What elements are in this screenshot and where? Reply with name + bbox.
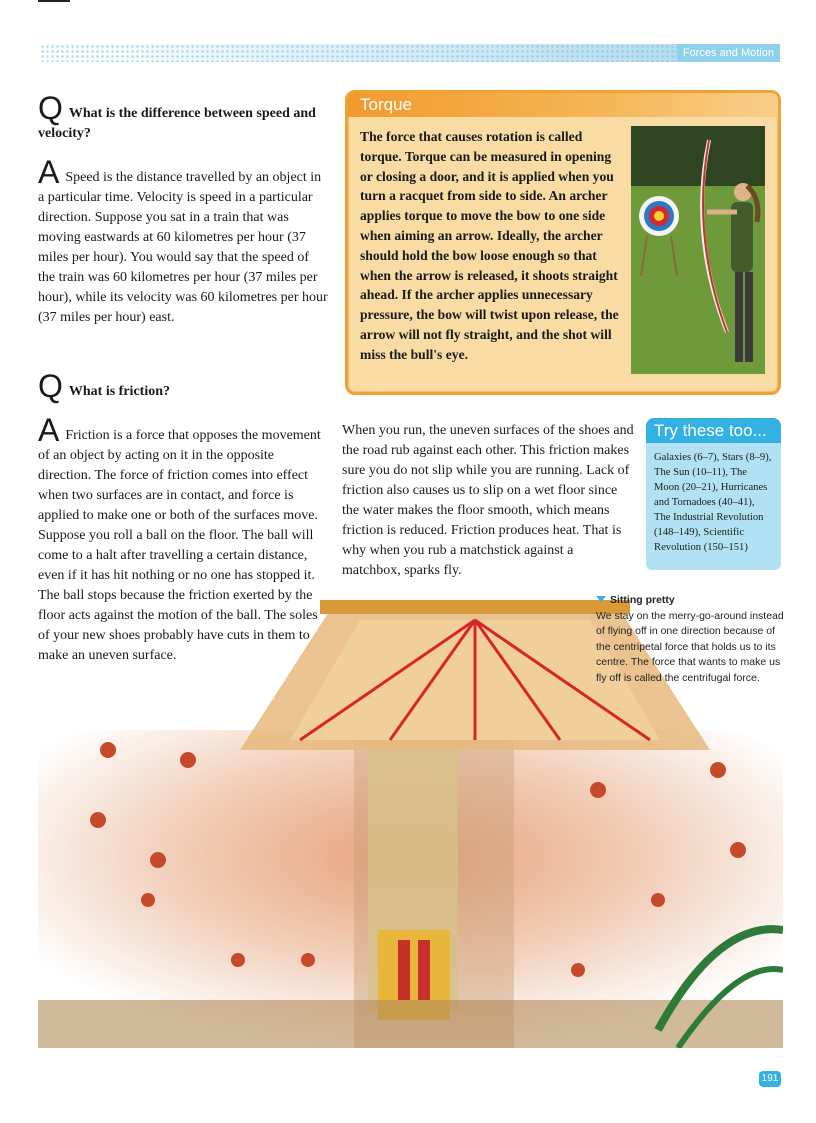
archer-illustration [631, 126, 765, 374]
question-block [38, 90, 328, 144]
carousel-illustration [38, 730, 783, 1048]
caption-title: Sitting pretty [610, 594, 675, 606]
caption-text: We stay on the merry-go-around instead of flying off in one direction because of the centripetal force that holds us to its centre. The force that wants to make us fly off is called the centrifugal force. [596, 609, 784, 684]
answer-text: Speed is the distance travelled by an object in a particular time. Velocity is speed in a particular direction. Suppose you sat in a train that was moving eastwards at 60 kilometres per hour (37 miles per hour). You would say that the speed of the train was 60 kilometres per hour (37 miles per hour), while its velocity was 60 kilometres per hour (37 miles per hour) east. [38, 170, 328, 325]
q-letter: Q [38, 90, 63, 126]
answer-block [38, 154, 328, 328]
friction-continuation: When you run, the uneven surfaces of the shoes and the road rub against each other. This friction makes sure you do not slip while you are running. Lack of friction also causes us to slip on a wet floor since the water makes the floor smooth, which means friction is reduced. Friction produces heat. That is why when you rub a matchstick against a matchbox, sparks fly. [342, 423, 634, 578]
page-number: 191 [759, 1071, 781, 1087]
question-text: What is the difference between speed and velocity? [38, 106, 316, 141]
corner-rule [38, 0, 70, 2]
question-block [38, 368, 328, 404]
try-these-text: Galaxies (6–7), Stars (8–9), The Sun (10–11), The Moon (20–21), Hurricanes and Tornadoes (40–41), The Industrial Revolution (148–149), Scientific Revolution (150–151) [654, 452, 772, 553]
section-label: Forces and Motion [677, 44, 780, 62]
a-letter: A [38, 154, 60, 190]
try-these-title: Try these too... [646, 418, 781, 443]
torque-title: Torque [348, 93, 778, 117]
a-letter: A [38, 412, 60, 448]
photo-caption [596, 593, 786, 686]
torque-box [345, 90, 781, 395]
swing-carousel-photo [38, 730, 783, 1048]
section-header-band [40, 44, 780, 62]
try-these-box [646, 418, 781, 570]
question-text: What is friction? [68, 384, 170, 399]
archer-photo [631, 126, 765, 374]
triangle-down-icon [596, 596, 606, 602]
caption-title-row [596, 593, 786, 609]
answer-text-part1: Friction is a force that opposes the movement of an object by acting on it in the opposite direction. The force of friction comes into effect when two surfaces are in contact, and force is applied to make one or both of the surfaces move. Suppose you roll a ball on the floor. The ball will come to a halt after travelling a certain distance, even if it has hit nothing or no one has stopped it. The ball stops because the friction exerted by the floor acts against the motion of the ball. The soles of your new shoes probably have cuts in them to make an uneven surface. [38, 428, 321, 663]
qa-speed-velocity [38, 90, 328, 328]
q-letter: Q [38, 368, 63, 404]
torque-text: The force that causes rotation is called torque. Torque can be measured in opening or closing a door, and it is applied when you turn a racquet from side to side. An archer applies torque to move the bow to one side when aiming an arrow. Ideally, the archer should hold the bow loose enough so that when the arrow is released, it shoots straight ahead. If the archer applies unnecessary pressure, the bow will twist upon release, the arrow will not fly straight, and the shot will miss the bull's eye. [360, 129, 619, 362]
